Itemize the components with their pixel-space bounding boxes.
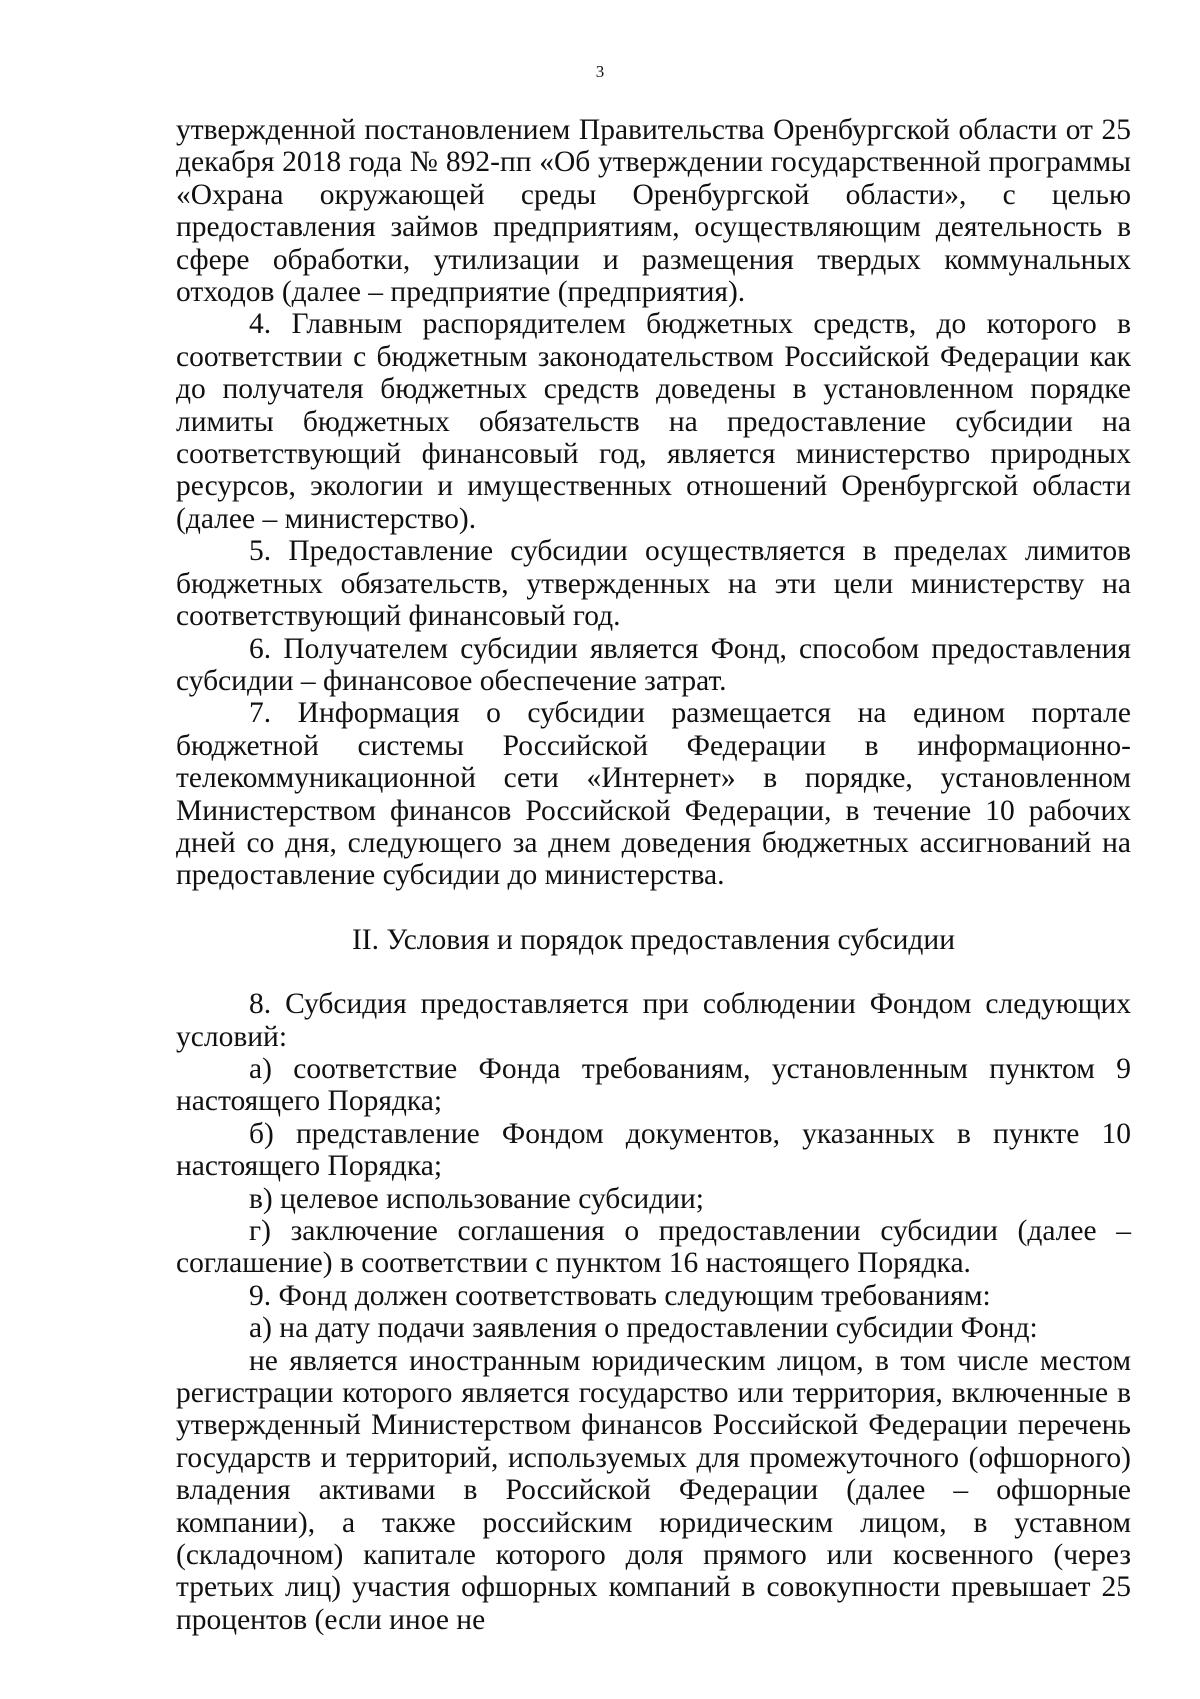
paragraph-7: 7. Информация о субсидии размещается на едином портале бюджетной системы Российской Федерации в информационно-телекоммуникационной сети «Интернет» в порядке, установленном Министерством финансов Российской Федерации, в течение 10 рабочих дней со дня, следующего за днем доведения бюджетных ассигнований на предоставление субсидии до министерства. <box>176 697 1131 892</box>
paragraph-8: 8. Субсидия предоставляется при соблюдении Фондом следующих условий: <box>176 988 1131 1053</box>
page-number: 3 <box>595 62 605 81</box>
paragraph-8d: г) заключение соглашения о предоставлении субсидии (далее – соглашение) в соответствии с пунктом 16 настоящего Порядка. <box>176 1215 1131 1280</box>
section-heading: II. Условия и порядок предоставления субсидии <box>351 923 956 956</box>
paragraph-8c: в) целевое использование субсидии; <box>249 1182 704 1215</box>
paragraph-6: 6. Получателем субсидии является Фонд, способом предоставления субсидии – финансовое обеспечение затрат. <box>176 632 1131 697</box>
paragraph-9a: а) на дату подачи заявления о предоставлении субсидии Фонд: <box>249 1312 1038 1345</box>
paragraph-8b: б) представление Фондом документов, указанных в пункте 10 настоящего Порядка; <box>176 1117 1131 1183</box>
paragraph-8a: а) соответствие Фонда требованиям, установленным пунктом 9 настоящего Порядка; <box>176 1052 1131 1118</box>
paragraph-4: 4. Главным распорядителем бюджетных средств, до которого в соответствии с бюджетным законодательством Российской Федерации как до получателя бюджетных средств доведены в установленном порядке лимиты бюджетных обязательств на предоставление субсидии на соответствующий финансовый год, является министерство природных ресурсов, экологии и имущественных отношений Оренбургской области (далее – министерство). <box>176 308 1131 535</box>
paragraph-continuation: утвержденной постановлением Правительства Оренбургской области от 25 декабря 2018 года № 892-пп «Об утверждении государственной программы «Охрана окружающей среды Оренбургской области», с целью предоставления займов предприятиям, осуществляющим деятельность в сфере обработки, утилизации и размещения твердых коммунальных отходов (далее – предприятие (предприятия). <box>176 114 1131 309</box>
paragraph-9: 9. Фонд должен соответствовать следующим требованиям: <box>249 1279 991 1312</box>
paragraph-9a-item: не является иностранным юридическим лицом, в том числе местом регистрации которого является государство или территория, включенные в утвержденный Министерством финансов Российской Федерации перечень государств и территорий, используемых для промежуточного (офшорного) владения активами в Российской Федерации (далее – офшорные компании), а также российским юридическим лицом, в уставном (складочном) капитале которого доля прямого или косвенного (через третьих лиц) участия офшорных компаний в совокупности превышает 25 процентов (если иное не <box>176 1344 1131 1636</box>
paragraph-5: 5. Предоставление субсидии осуществляется в пределах лимитов бюджетных обязательств, утвержденных на эти цели министерству на соответствующий финансовый год. <box>176 535 1131 633</box>
document-body <box>176 114 1131 1636</box>
